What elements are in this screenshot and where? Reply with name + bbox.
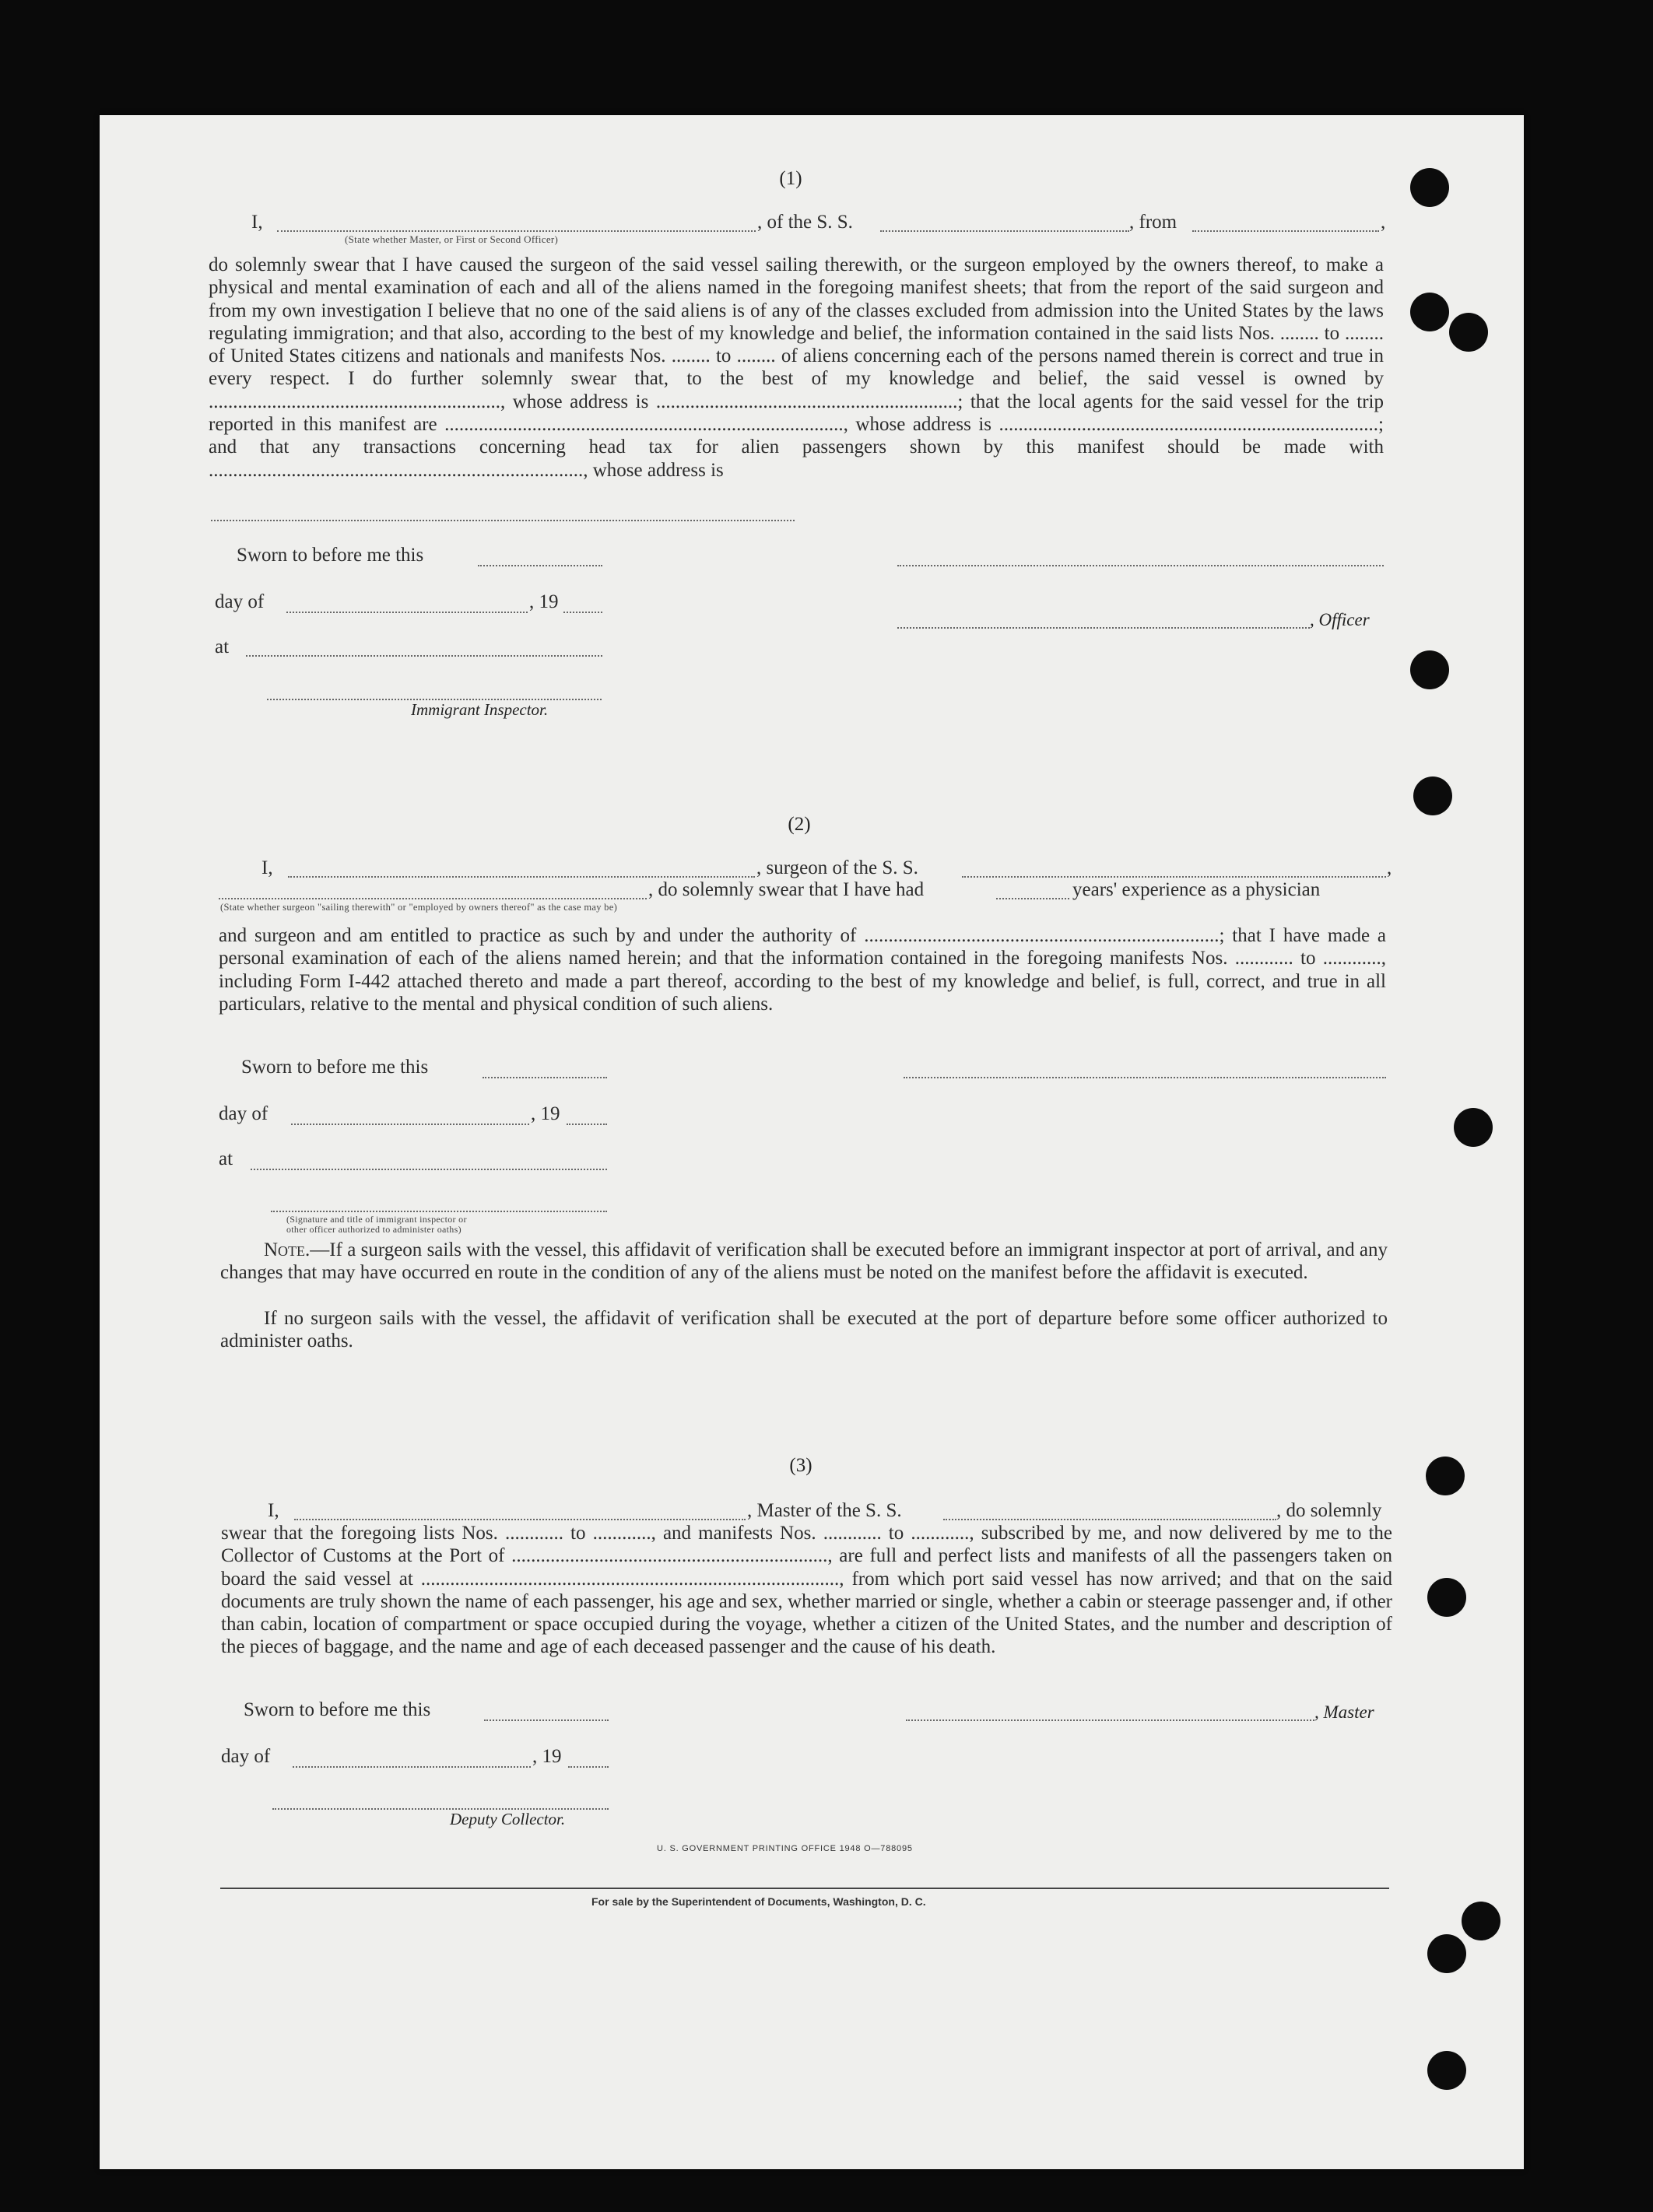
s3-master-signature-field[interactable] <box>906 1719 1314 1721</box>
s2-oath-paragraph: and surgeon and am entitled to practice as such by and under the authority of .........................................................................; that I have made a personal examination of each of the aliens named herein; and that the information contained in the foregoing manifests Nos. ............ to ............, including Form I-442 attached thereto and made a part thereof, according to the best of my knowledge and belief, is full, correct, and true in all particulars, relative to the mental and physical condition of such aliens. <box>219 925 1386 1015</box>
section-2-number: (2) <box>788 814 811 835</box>
s2-sworn-label: Sworn to before me this <box>241 1057 429 1078</box>
s2-note-text: —If a surgeon sails with the vessel, this affidavit of verification shall be executed before an immigrant inspector at port of arrival, and any changes that may have occurred en route in the condition of any of the aliens must be noted on the manifest before the affidavit is executed. <box>220 1239 1388 1284</box>
s2-ship-name-field[interactable] <box>962 876 1386 878</box>
s2-at-label: at <box>219 1148 233 1169</box>
s1-inspector-label: Immigrant Inspector. <box>411 700 549 719</box>
punch-hole <box>1427 2051 1466 2090</box>
s2-signature-field[interactable] <box>904 1077 1386 1078</box>
s2-sworn-day-field[interactable] <box>483 1077 607 1078</box>
printing-office-imprint: U. S. GOVERNMENT PRINTING OFFICE 1948 O—788095 <box>657 1844 913 1853</box>
s3-sworn-day-field[interactable] <box>484 1719 609 1721</box>
s2-month-field[interactable] <box>291 1124 529 1125</box>
punch-hole <box>1462 1902 1500 1940</box>
s2-line-end: , <box>1387 857 1392 878</box>
s1-year-field[interactable] <box>563 612 602 613</box>
s3-master-label: , Master of the S. S. <box>747 1500 902 1521</box>
s3-master-name-field[interactable] <box>294 1519 746 1520</box>
s3-collector-label: Deputy Collector. <box>450 1810 566 1828</box>
sale-notice: For sale by the Superintendent of Documents, Washington, D. C. <box>591 1895 926 1908</box>
s1-year-label: , 19 <box>529 591 559 612</box>
punch-hole <box>1410 168 1449 207</box>
s1-sworn-label: Sworn to before me this <box>237 545 424 566</box>
document-page <box>100 115 1524 2169</box>
s1-officer-rank-field[interactable] <box>277 230 756 232</box>
punch-hole <box>1427 1934 1466 1973</box>
s1-i-label: I, <box>251 212 263 233</box>
s1-at-field[interactable] <box>246 655 602 657</box>
s1-signature-field[interactable] <box>897 565 1384 566</box>
s2-year-field[interactable] <box>567 1124 607 1125</box>
s2-note-label: Note. <box>264 1239 311 1260</box>
s3-master-sig-label: , Master <box>1314 1702 1374 1722</box>
s1-at-label: at <box>215 636 230 657</box>
s3-sworn-label: Sworn to before me this <box>244 1699 431 1720</box>
s2-swear-label: , do solemnly swear that I have had <box>648 879 925 900</box>
s2-surgeon-label: , surgeon of the S. S. <box>756 857 918 878</box>
s2-surgeon-type-field[interactable] <box>219 898 647 899</box>
s2-surgeon-name-field[interactable] <box>288 876 755 878</box>
punch-hole <box>1426 1457 1465 1495</box>
s2-note-paragraph <box>220 1239 1388 1285</box>
s1-month-field[interactable] <box>286 612 528 613</box>
section-3-number: (3) <box>789 1455 812 1476</box>
s2-note2-paragraph: If no surgeon sails with the vessel, the affidavit of verification shall be executed at the port of departure before some officer authorized to administer oaths. <box>220 1308 1388 1352</box>
s3-year-field[interactable] <box>568 1766 609 1768</box>
s3-i-label: I, <box>268 1500 279 1521</box>
s1-of-ss-label: , of the S. S. <box>757 212 853 233</box>
s1-ship-name-field[interactable] <box>880 230 1129 232</box>
section-1-number: (1) <box>779 168 802 189</box>
punch-hole <box>1454 1108 1493 1147</box>
s1-from-label: , from <box>1129 212 1177 233</box>
punch-hole <box>1427 1578 1466 1617</box>
s1-rank-caption: (State whether Master, or First or Second Officer) <box>345 233 559 245</box>
s3-solemnly-label: , do solemnly <box>1276 1500 1382 1521</box>
s2-years-field[interactable] <box>996 898 1069 899</box>
punch-hole <box>1449 313 1488 352</box>
s2-inspector-signature-field[interactable] <box>271 1211 607 1212</box>
s1-sworn-day-field[interactable] <box>478 565 602 566</box>
s1-address-field[interactable] <box>211 520 795 521</box>
s3-oath-paragraph: swear that the foregoing lists Nos. ............ to ............, and manifests Nos. ............ to ............, subscribed by me, and now delivered by me to the Collector of Customs at the Port of ................................................................., are full and perfect lists and manifests of all the passengers taken on board the said vessel at ......................................................................................, from which port said vessel has now arrived; and that on the said documents are truly shown the name of each passenger, his age and sex, whether married or single, whether a cabin or steerage passenger and, if other than cabin, location of compartment or space occupied during the voyage, whether a citizen of the United States, and the number and description of the pieces of baggage, and the name and age of each deceased passenger and the cause of his death. <box>221 1523 1392 1658</box>
s2-years-label: years' experience as a physician <box>1072 879 1321 900</box>
s3-ship-name-field[interactable] <box>943 1519 1276 1520</box>
footer-rule <box>220 1888 1389 1889</box>
s1-line-end: , <box>1381 212 1386 233</box>
s2-sig-caption-2: other officer authorized to administer oaths) <box>286 1224 462 1235</box>
s1-from-field[interactable] <box>1192 230 1379 232</box>
punch-hole <box>1413 776 1452 815</box>
s1-day-of-label: day of <box>215 591 265 612</box>
s1-officer-field[interactable] <box>897 627 1310 629</box>
s2-i-label: I, <box>261 857 273 878</box>
s2-at-field[interactable] <box>251 1169 607 1170</box>
s3-year-label: , 19 <box>532 1746 562 1767</box>
s3-month-field[interactable] <box>293 1766 531 1768</box>
s2-year-label: , 19 <box>531 1103 560 1124</box>
s2-sig-caption-1: (Signature and title of immigrant inspector or <box>286 1214 467 1225</box>
s1-oath-paragraph: do solemnly swear that I have caused the surgeon of the said vessel sailing therewith, or the surgeon employed by the owners thereof, to make a physical and mental examination of each and all of the aliens named in the foregoing manifest sheets; that from the report of the said surgeon and from my own investigation I believe that no one of the said aliens is of any of the classes excluded from admission into the United States by the laws regulating immigration; and that also, according to the best of my knowledge and belief, the information contained in the said lists Nos. ........ to ........ of United States citizens and nationals and manifests Nos. ........ to ........ of aliens concerning each of the persons named therein is correct and true in every respect. I do further solemnly swear that, to the best of my knowledge and belief, the said vessel is owned by ............................................................, whose address is ..............................................................; that the local agents for the said vessel for the trip reported in this manifest are .................................................................................., whose address is ..............................................................................; and that any transactions concerning head tax for alien passengers shown by this manifest should be made with ............................................................................., whose address is <box>209 254 1384 481</box>
s2-day-of-label: day of <box>219 1103 268 1124</box>
punch-hole <box>1410 650 1449 689</box>
s1-officer-label: , Officer <box>1310 610 1370 629</box>
punch-hole <box>1410 293 1449 331</box>
s2-type-caption: (State whether surgeon "sailing therewith" or "employed by owners thereof" as the case may be) <box>220 902 618 913</box>
s3-day-of-label: day of <box>221 1746 271 1767</box>
